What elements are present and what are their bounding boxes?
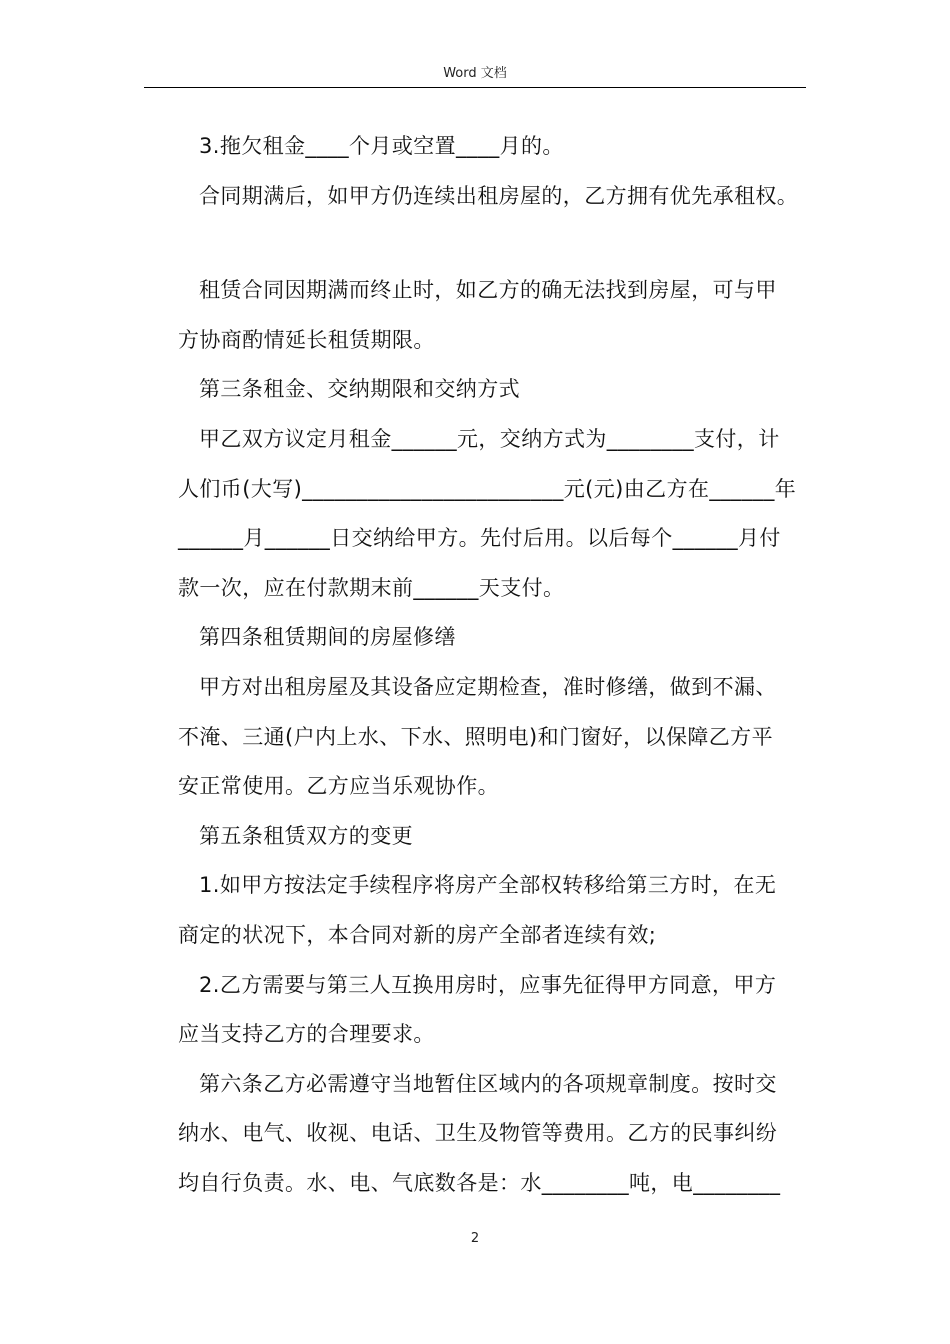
page-header: Word 文档 xyxy=(443,66,507,81)
section-heading: 第五条租赁双方的变更 xyxy=(199,823,413,848)
paragraph-line: 纳水、电气、收视、电话、卫生及物管等费用。乙方的民事纠纷 xyxy=(178,1121,778,1146)
paragraph-line: 甲乙双方议定月租金______元，交纳方式为________支付，计 xyxy=(199,426,780,451)
paragraph-line: 商定的状况下，本合同对新的房产全部者连续有效; xyxy=(178,922,657,947)
paragraph-line: 均自行负责。水、电、气底数各是：水________吨，电________ xyxy=(178,1170,781,1195)
section-heading: 第三条租金、交纳期限和交纳方式 xyxy=(199,377,520,402)
paragraph-line: 2.乙方需要与第三人互换用房时，应事先征得甲方同意，甲方 xyxy=(199,972,777,997)
paragraph-line: 合同期满后，如甲方仍连续出租房屋的，乙方拥有优先承租权。 xyxy=(199,183,799,208)
paragraph-line: ______月______日交纳给甲方。先付后用。以后每个______月付 xyxy=(178,526,781,551)
paragraph-line: 方协商酌情延长租赁期限。 xyxy=(178,327,435,352)
section-heading: 第四条租赁期间的房屋修缮 xyxy=(199,625,456,650)
paragraph-line: 1.如甲方按法定手续程序将房产全部权转移给第三方时，在无 xyxy=(199,873,777,898)
paragraph-line: 人们币(大写)________________________元(元)由乙方在______年 xyxy=(178,476,797,501)
section-heading: 第六条乙方必需遵守当地暂住区域内的各项规章制度。按时交 xyxy=(199,1071,777,1096)
header-divider xyxy=(144,87,806,88)
paragraph-line: 应当支持乙方的合理要求。 xyxy=(178,1022,435,1047)
paragraph-line: 安正常使用。乙方应当乐观协作。 xyxy=(178,774,499,799)
page-number: 2 xyxy=(470,1231,480,1246)
paragraph-spacer xyxy=(178,221,808,266)
paragraph-line: 甲方对出租房屋及其设备应定期检查，准时修缮，做到不漏、 xyxy=(199,674,777,699)
paragraph-line: 不淹、三通(户内上水、下水、照明电)和门窗好，以保障乙方平 xyxy=(178,724,773,749)
paragraph-line: 3.拖欠租金____个月或空置____月的。 xyxy=(199,134,564,158)
paragraph-line: 租赁合同因期满而终止时，如乙方的确无法找到房屋，可与甲 xyxy=(199,278,777,303)
paragraph-line: 款一次，应在付款期末前______天支付。 xyxy=(178,575,565,600)
document-body xyxy=(178,122,808,1208)
